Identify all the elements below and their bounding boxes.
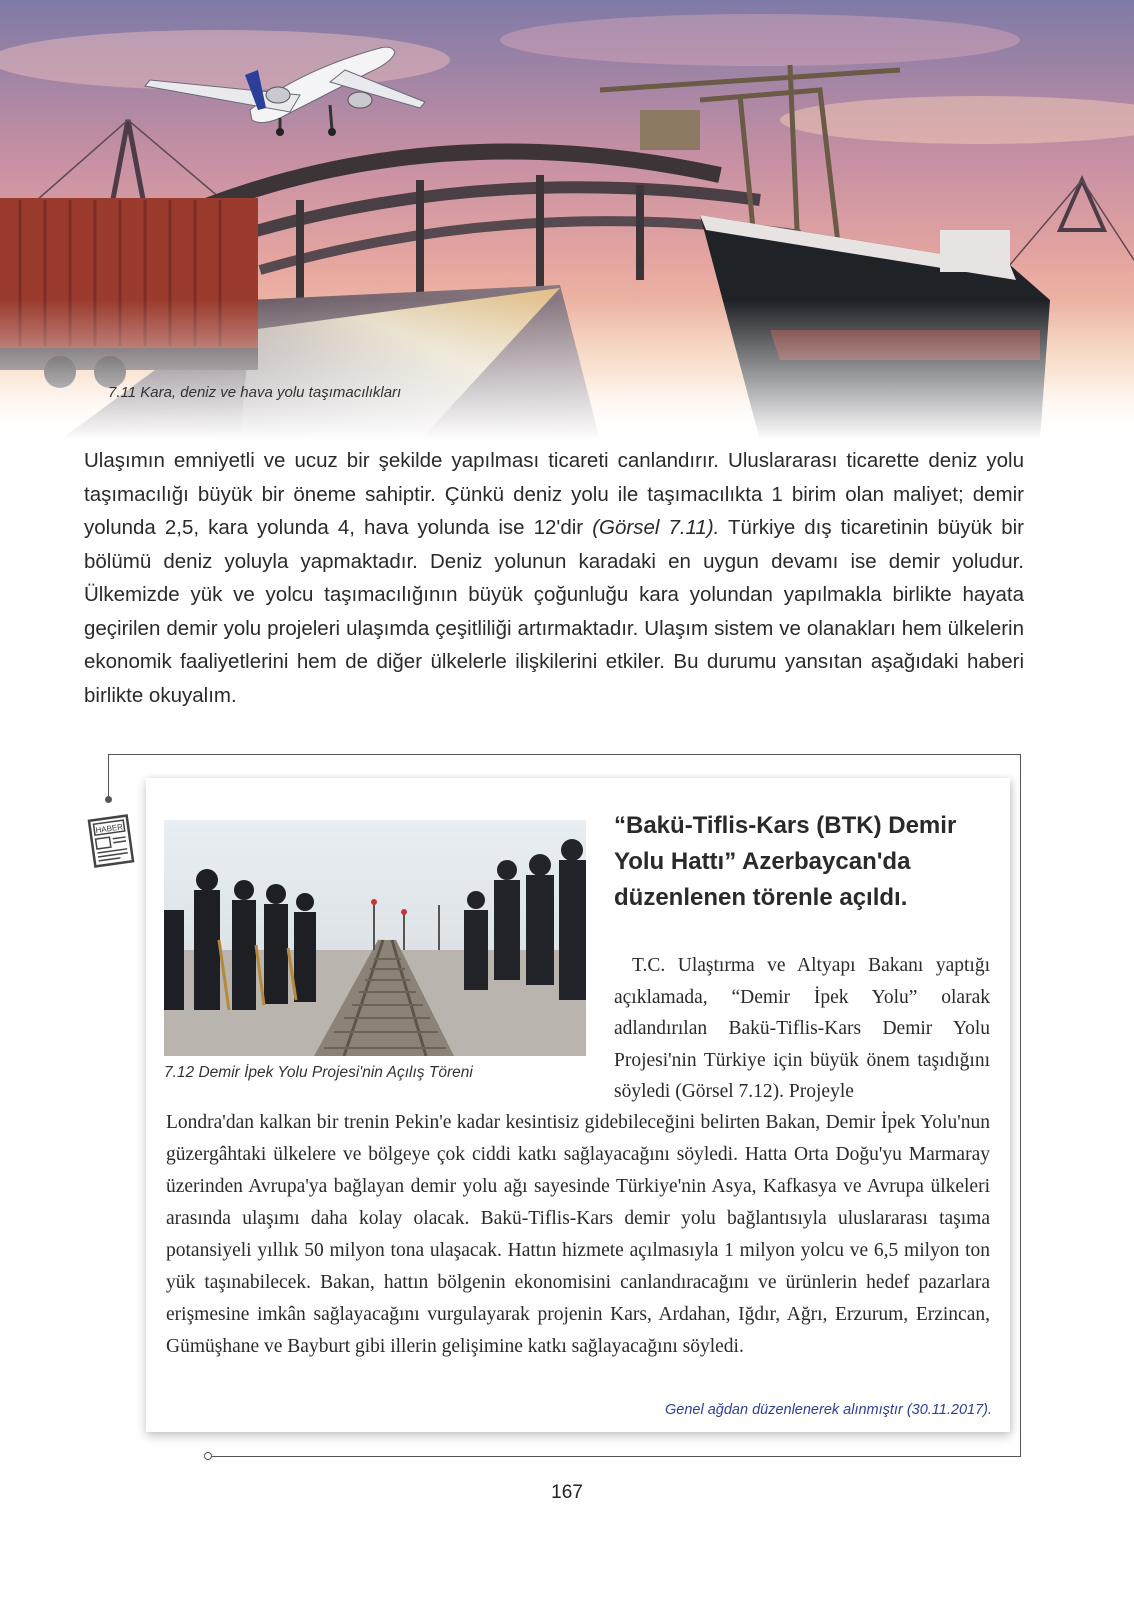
news-headline: “Bakü-Tiflis-Kars (BTK) Demir Yolu Hattı” Azerbaycan'da düzenlenen törenle açıldı. [614,812,957,911]
frame-right-line [1020,754,1021,1456]
hero-illustration [0,0,1134,440]
news-source: Genel ağdan düzenlenerek alınmıştır (30.11.2017). [665,1402,992,1418]
news-photo [164,820,586,1056]
newspaper-icon-label: HABER [94,822,124,835]
page-number: 167 [551,1482,583,1503]
frame-bottom-dot [204,1452,212,1460]
frame-left-line [108,754,109,798]
main-paragraph-after: Türkiye dış ticaretinin büyük bir bölümü deniz yoluyla yapmaktadır. Deniz yolunun karadaki en uygun devamı ise demir yoludur. Ülkemizde yük ve yolcu taşımacılığının büyük çoğunluğu kara yolundan yapılmakla birlikte hayata geçirilen demir yolu projeleri ulaşımda çeşitliliği artırmaktadır. Ulaşım sistem ve olanakları hem ülkelerin ekonomik faaliyetlerini hem de diğer ülkelerle ilişkilerini etkiler. Bu durumu yansıtan aşağıdaki haberi birlikte okuyalım. [84,516,1024,707]
main-paragraph-before: Ulaşımın emniyetli ve ucuz bir şekilde yapılması ticareti canlandırır. Uluslararası ticarette deniz yolu taşımacılığı büyük bir öneme sahiptir. Çünkü deniz yolu ile taşımacılıkta 1 birim olan maliyet; demir yolunda 2,5, kara yolunda 4, hava yolunda ise 12'dir [84,449,1024,539]
transport-scene [0,0,1134,440]
frame-top-line [108,754,1020,755]
hero-caption: 7.11 Kara, deniz ve hava yolu taşımacılıkları [108,384,402,401]
photo-caption: 7.12 Demir İpek Yolu Projesi'nin Açılış Töreni [164,1064,473,1081]
newspaper-icon [86,812,136,875]
news-body-bottom: Londra'dan kalkan bir trenin Pekin'e kadar kesintisiz gidebileceğini belirten Bakan, Demir İpek Yolu'nun güzergâhtaki ülkelere ve bölgeye çok ciddi katkı sağlayacağını söyledi. Hatta Orta Doğu'yu Marmaray üzerinden Avrupa'ya bağlayan demir yolu ağı sayesinde Türkiye'nin Asya, Kafkasya ve Avrupa ülkeleri arasında ulaşımı daha kolay olacak. Bakü-Tiflis-Kars demir yolu bağlantısıyla uluslararası taşıma potansiyeli yıllık 50 milyon tona ulaşacak. Hattın hizmete açılmasıyla 1 milyon yolcu ve 6,5 milyon ton yük taşınabilecek. Bakan, hattın bölgenin ekonomisini canlandıracağını ve ürünlerin hedef pazarlara erişmesine imkân sağlayacağını vurgulayarak projenin Kars, Ardahan, Iğdır, Ağrı, Erzurum, Erzincan, Gümüşhane ve Bayburt gibi illerin gelişimine katkı sağlayacağını söyledi. [166,1112,990,1357]
frame-bottom-line [212,1456,1021,1457]
frame-left-dot [105,796,112,803]
news-body-top: T.C. Ulaştırma ve Altyapı Bakanı yaptığı açıklamada, “Demir İpek Yolu” olarak adlandırılan Bakü-Tiflis-Kars Demir Yolu Projesi'nin Türkiye için büyük önem taşıdığını söyledi (Görsel 7.12). Projeyle [614,955,990,1102]
main-paragraph [84,444,1024,712]
figure-reference: (Görsel 7.11). [592,516,720,539]
